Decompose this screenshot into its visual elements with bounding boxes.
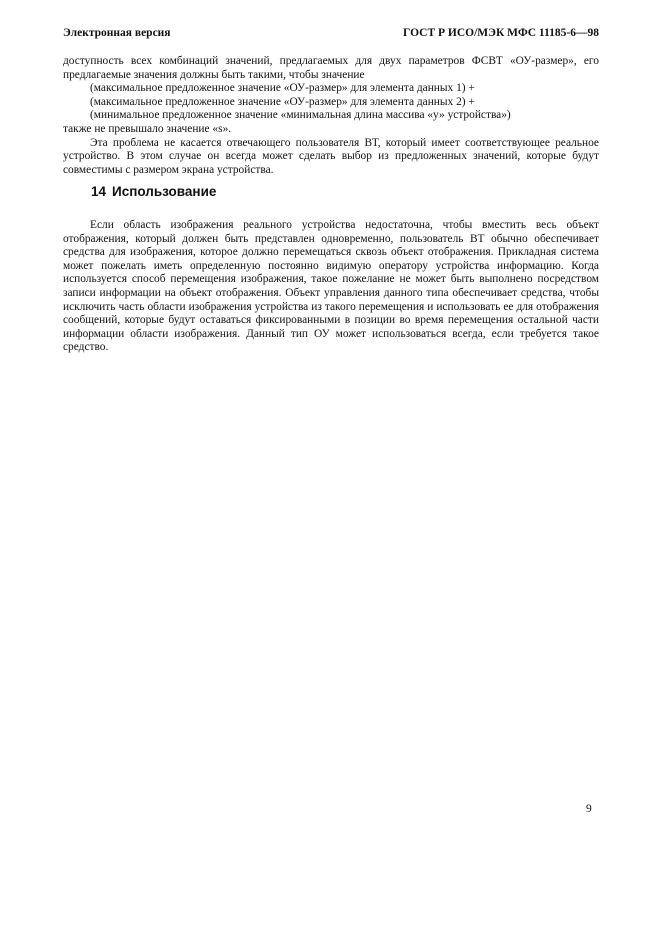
section-paragraph: Если область изображения реального устройства недостаточна, чтобы вместить весь объект отображения, который должен быть представлен одновременно, пользователь ВТ обычно обеспечивает средства для изображения, которое должно перемещаться сквозь объект отображения. Прикладная система может пожелать иметь определенную постоянно видимую оператору устройства информацию. Когда используется способ перемещения изображения, такое пожелание не может быть выполнено посредством записи информации на объект отображения. Объект управления данного типа обеспечивает средства, чтобы исключить часть области изображения устройства из такого перемещения и использовать ее для отображения сообщений, которые будут оставаться фиксированными в позиции во время перемещения остальной части информации области изображения. Данный тип ОУ может использоваться всегда, если требуется такое средство.	[63, 219, 599, 354]
paragraph-continuation: доступность всех комбинаций значений, предлагаемых для двух параметров ФСВТ «ОУ-размер», его предлагаемые значения должны быть такими, чтобы значение	[63, 55, 599, 81]
section-title: Использование	[112, 184, 217, 199]
formula-line-3: (минимальное предложенное значение «минимальная длина массива «у» устройства»)	[90, 109, 511, 122]
formula-line-1: (максимальное предложенное значение «ОУ-размер» для элемента данных 1) +	[90, 82, 475, 95]
section-heading	[91, 184, 216, 200]
section-body	[63, 219, 599, 355]
paragraph-condition: также не превышало значение «s».	[63, 122, 232, 135]
section-number: 14	[91, 184, 107, 199]
paragraph-note: Эта проблема не касается отвечающего пользователя ВТ, который имеет соответствующее реальное устройство. В этом случае он всегда может сделать выбор из предложенных значений, которые будут совместимы с размером экрана устройства.	[63, 136, 599, 176]
formula-line-2: (максимальное предложенное значение «ОУ-размер» для элемента данных 2) +	[90, 95, 475, 108]
header-edition-label: Электронная версия	[63, 27, 171, 39]
continued-text-block	[63, 55, 599, 177]
page-number: 9	[586, 803, 592, 815]
page-header	[63, 27, 599, 41]
header-standard-code: ГОСТ Р ИСО/МЭК МФС 11185-6—98	[403, 27, 599, 39]
